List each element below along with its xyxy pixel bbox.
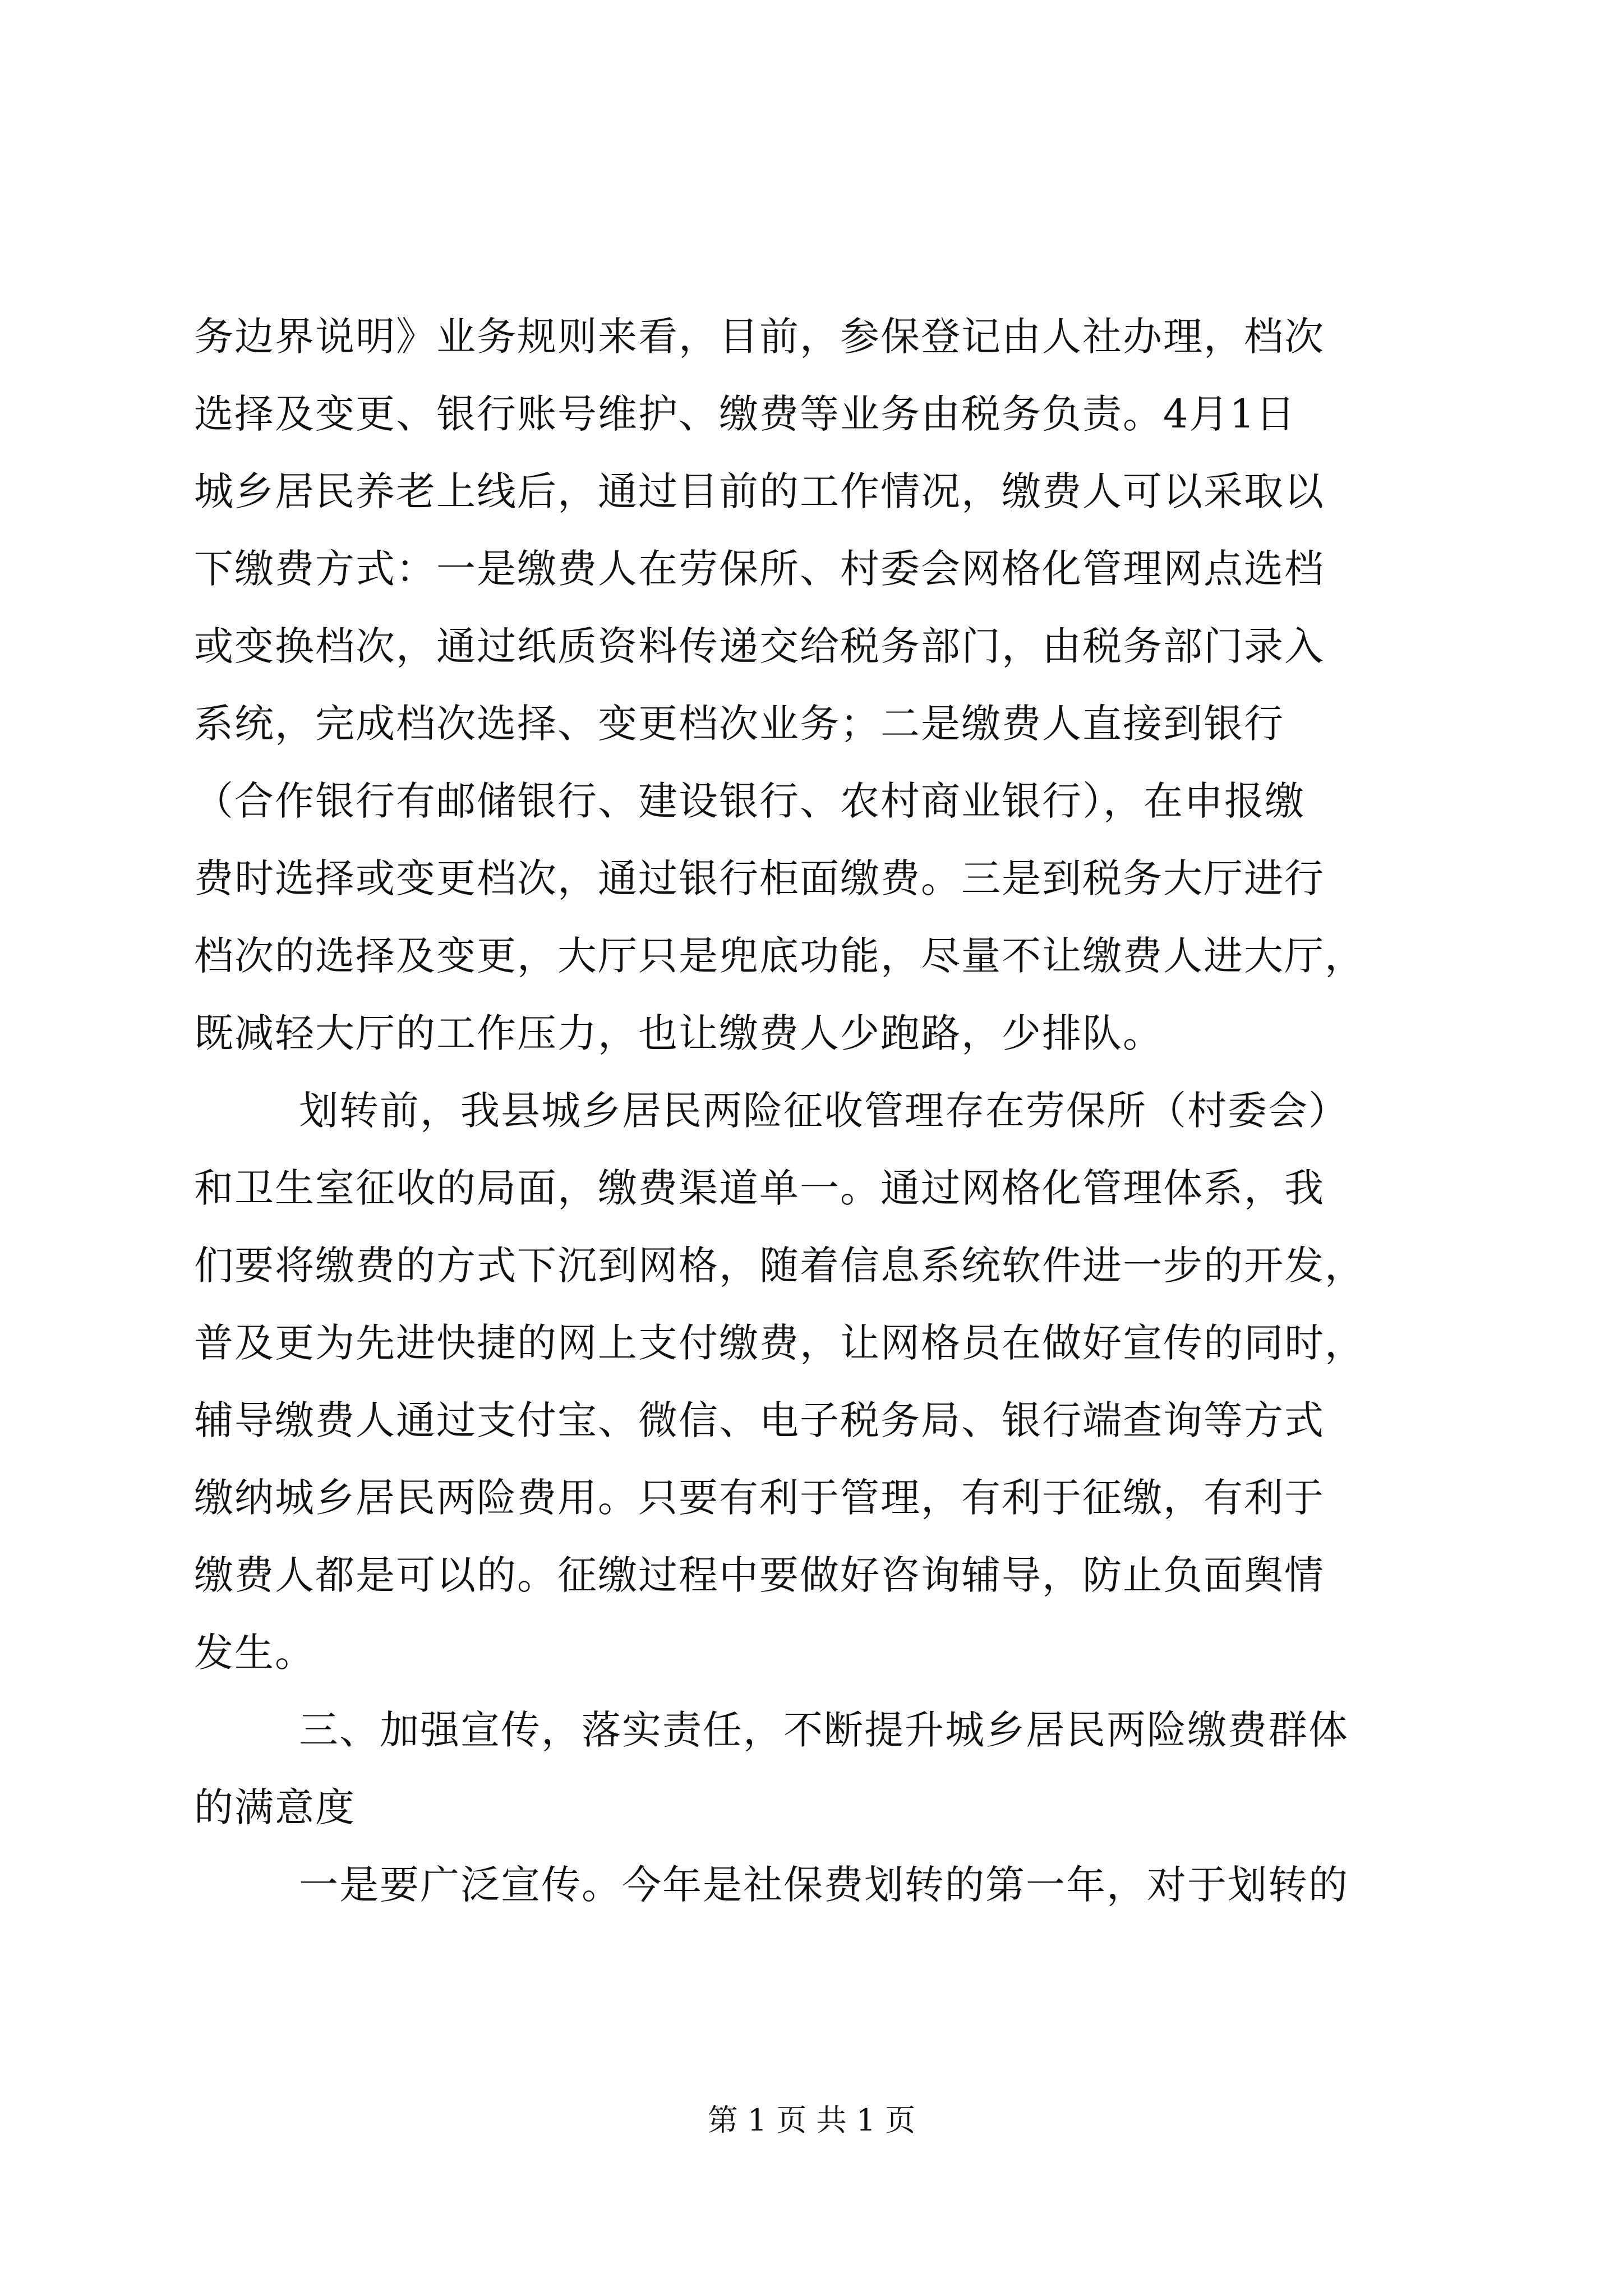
paragraph-2-line-1: 划转前，我县城乡居民两险征收管理存在劳保所（村委会） xyxy=(299,1088,1349,1134)
paragraph-4-line-1: 一是要广泛宣传。今年是社保费划转的第一年，对于划转的 xyxy=(299,1862,1349,1908)
paragraph-2-line-8: 发生。 xyxy=(194,1630,315,1676)
paragraph-1-line-8: 费时选择或变更档次，通过银行柜面缴费。三是到税务大厅进行 xyxy=(194,855,1325,901)
section-heading-line-1: 三、加强宣传，落实责任，不断提升城乡居民两险缴费群体 xyxy=(299,1707,1349,1753)
paragraph-2-line-5: 辅导缴费人通过支付宝、微信、电子税务局、银行端查询等方式 xyxy=(194,1397,1325,1443)
paragraph-1-line-7: （合作银行有邮储银行、建设银行、农村商业银行），在申报缴 xyxy=(194,778,1305,824)
paragraph-1-line-6: 系统，完成档次选择、变更档次业务；二是缴费人直接到银行 xyxy=(194,701,1284,747)
paragraph-2-line-3: 们要将缴费的方式下沉到网格，随着信息系统软件进一步的开发， xyxy=(194,1243,1365,1289)
page-number-footer: 第 1 页 共 1 页 xyxy=(707,2102,916,2138)
paragraph-2-line-4: 普及更为先进快捷的网上支付缴费，让网格员在做好宣传的同时， xyxy=(194,1320,1365,1366)
paragraph-1-line-5: 或变换档次，通过纸质资料传递交给税务部门，由税务部门录入 xyxy=(194,623,1325,669)
paragraph-1-line-2: 选择及变更、银行账号维护、缴费等业务由税务负责。4月1日 xyxy=(194,391,1297,437)
paragraph-2-line-6: 缴纳城乡居民两险费用。只要有利于管理，有利于征缴，有利于 xyxy=(194,1475,1325,1521)
paragraph-1-line-1: 务边界说明》业务规则来看，目前，参保登记由人社办理，档次 xyxy=(194,314,1325,360)
paragraph-2-line-2: 和卫生室征收的局面，缴费渠道单一。通过网格化管理体系，我 xyxy=(194,1165,1325,1211)
section-heading-line-2: 的满意度 xyxy=(194,1784,356,1830)
paragraph-1-line-9: 档次的选择及变更，大厅只是兜底功能，尽量不让缴费人进大厅， xyxy=(194,933,1365,979)
paragraph-1-line-10: 既减轻大厅的工作压力，也让缴费人少跑路，少排队。 xyxy=(194,1010,1163,1056)
paragraph-1-line-3: 城乡居民养老上线后，通过目前的工作情况，缴费人可以采取以 xyxy=(194,468,1325,514)
paragraph-2-line-7: 缴费人都是可以的。征缴过程中要做好咨询辅导，防止负面舆情 xyxy=(194,1552,1325,1598)
paragraph-1-line-4: 下缴费方式：一是缴费人在劳保所、村委会网格化管理网点选档 xyxy=(194,546,1325,592)
